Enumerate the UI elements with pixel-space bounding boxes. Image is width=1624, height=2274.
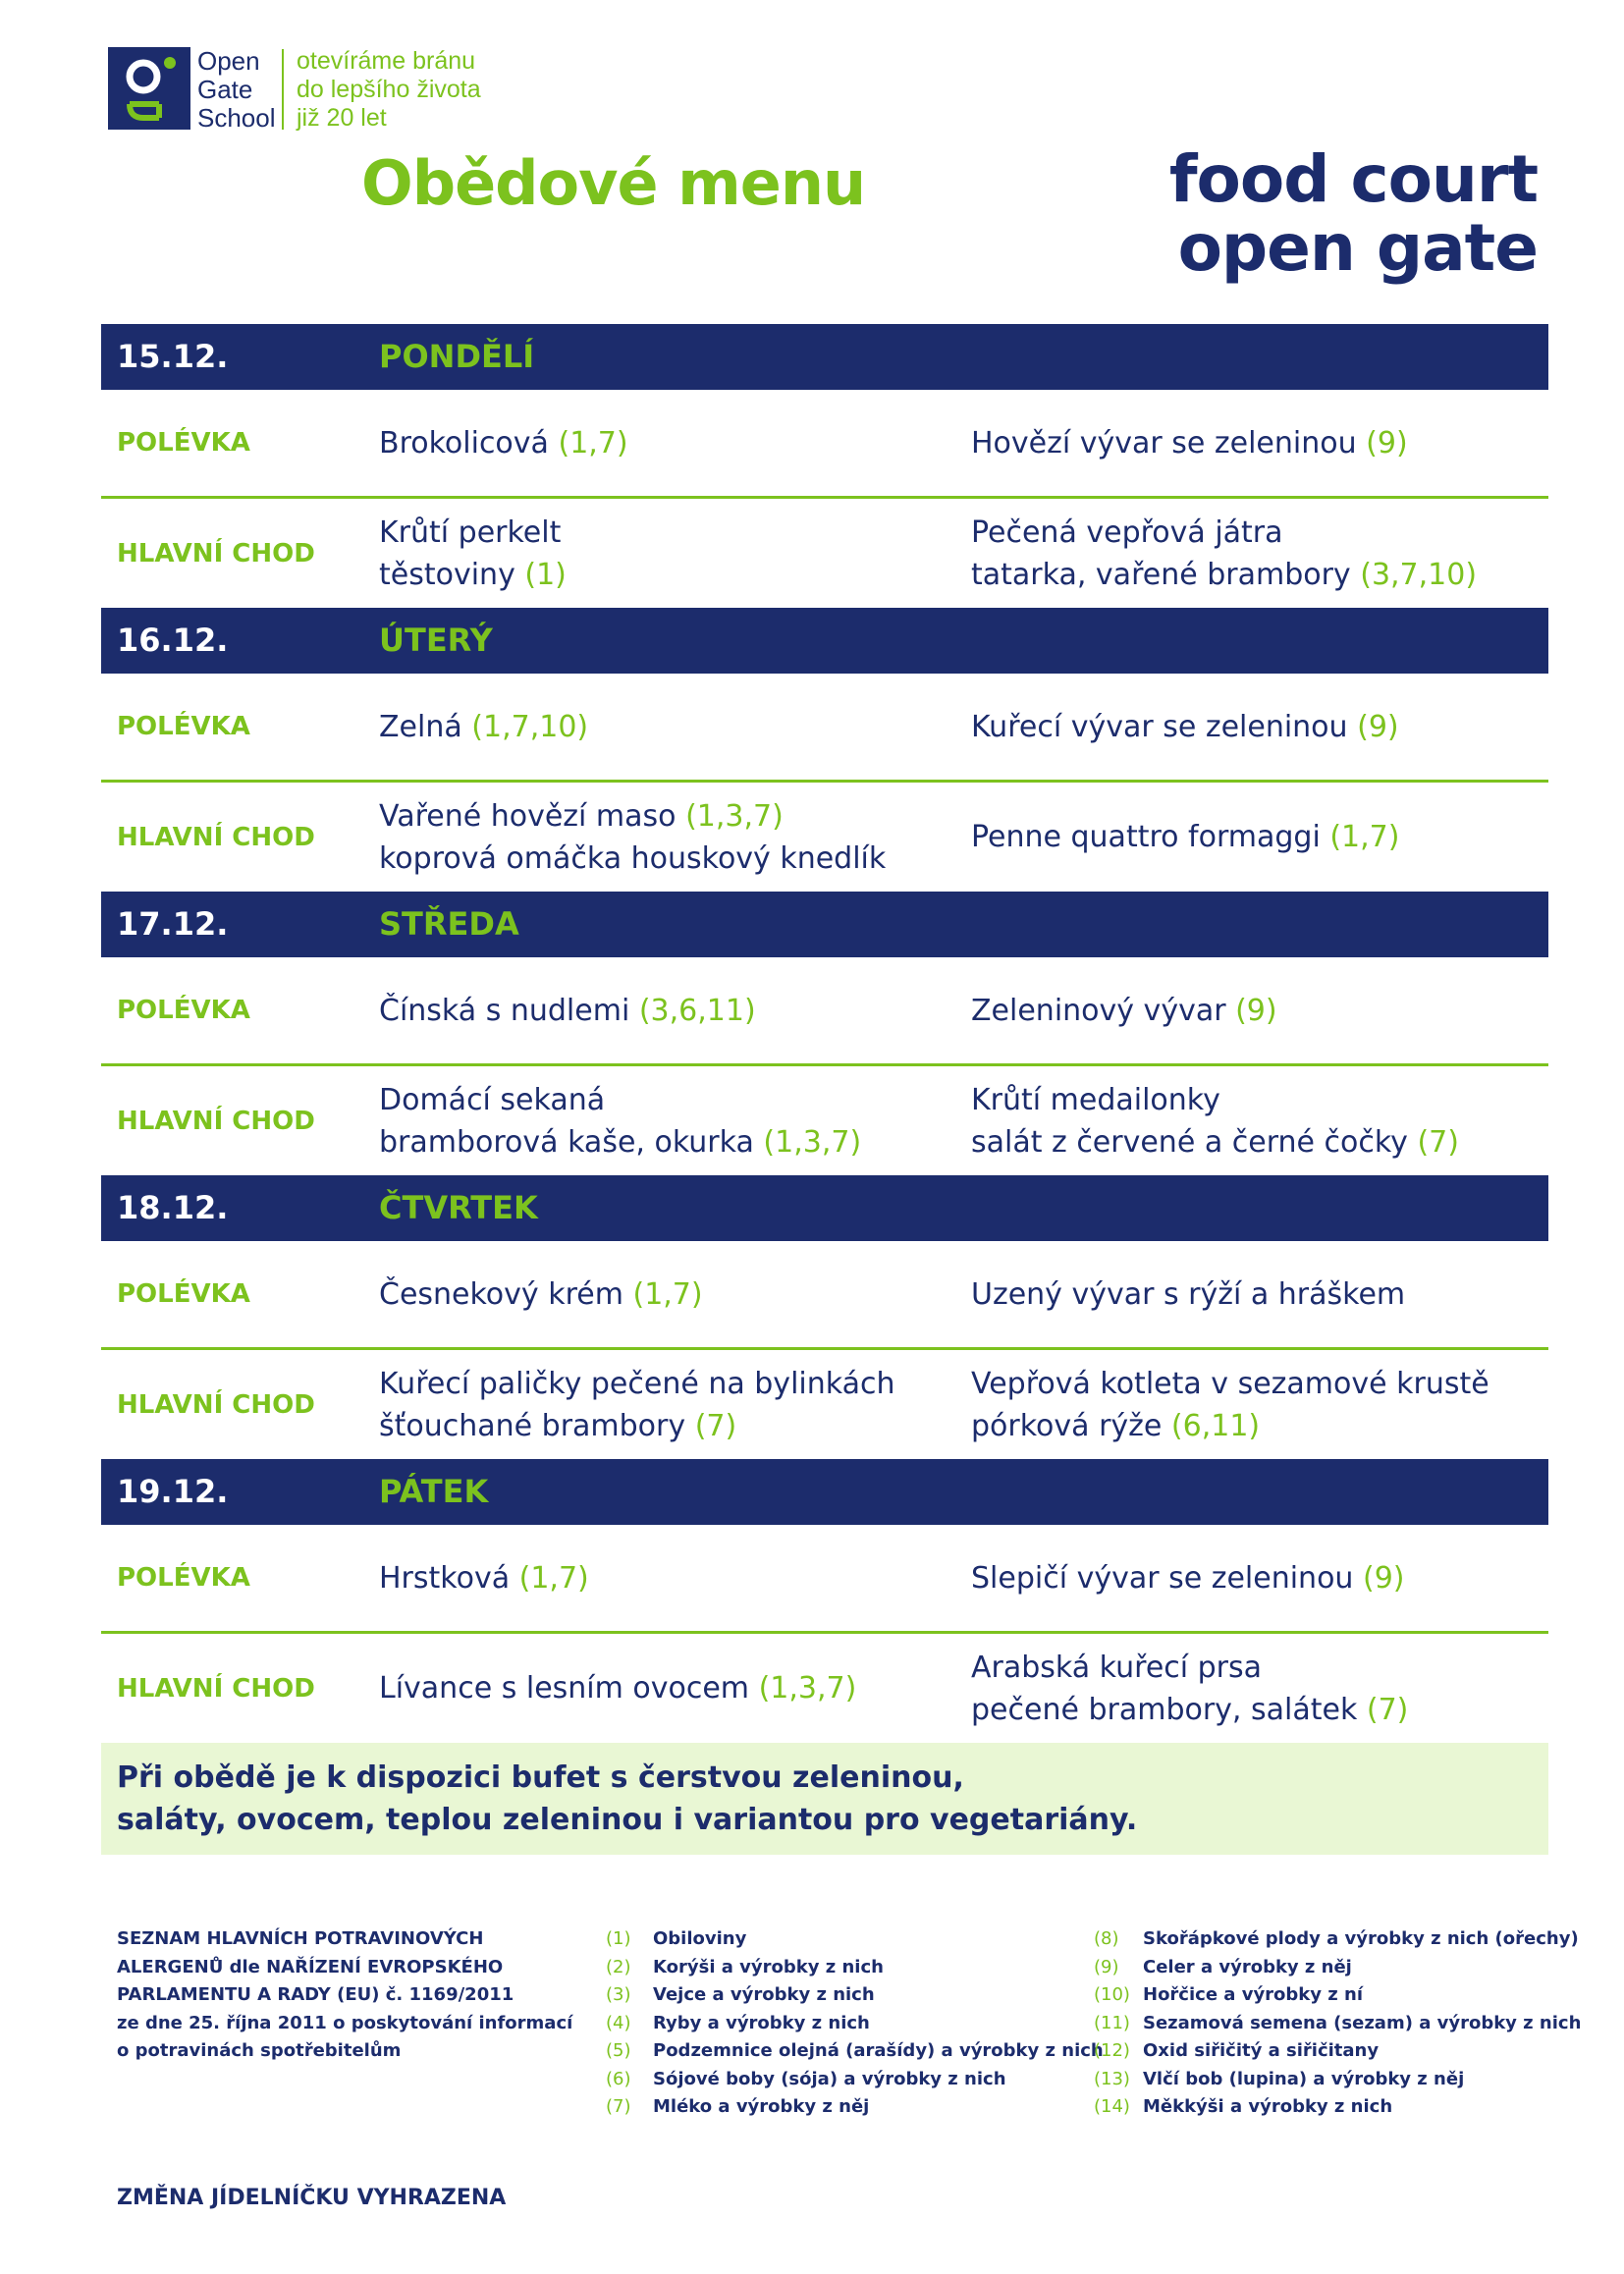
dish-text: salát z červené a černé čočky: [971, 1124, 1408, 1160]
dish-line: [379, 1273, 968, 1316]
logo-name-line: School: [197, 103, 276, 133]
dish-line: [971, 1273, 1548, 1316]
allergen-item: [1094, 1954, 1581, 1982]
dish-line: [971, 1689, 1548, 1731]
main-course-row: [101, 1350, 1548, 1459]
allergen-codes: (7): [1417, 1124, 1459, 1160]
allergen-name: Měkkýši a výrobky z nich: [1143, 2096, 1393, 2117]
allergen-name: Sójové boby (sója) a výrobky z nich: [653, 2068, 1006, 2089]
soup-label: POLÉVKA: [117, 996, 250, 1025]
page-title: Obědové menu: [361, 147, 866, 219]
dish-text: koprová omáčka houskový knedlík: [379, 840, 887, 876]
dish: [971, 957, 1548, 1063]
dish-line: [971, 816, 1548, 858]
allergen-title-line: PARLAMENTU A RADY (EU) č. 1169/2011: [117, 1984, 514, 2005]
soup-label: POLÉVKA: [117, 1563, 250, 1593]
dish-line: [379, 1363, 968, 1405]
dish: [379, 390, 968, 496]
dish-line: [971, 1079, 1548, 1121]
allergen-name: Obiloviny: [653, 1928, 747, 1949]
dish-text: Hovězí vývar se zeleninou: [971, 425, 1357, 460]
day-header: [101, 892, 1548, 957]
allergen-codes: (1,7,10): [471, 709, 589, 744]
dish-text: Krůtí perkelt: [379, 514, 562, 550]
logo-name-line: Gate: [197, 75, 253, 104]
allergen-codes: (9): [1357, 709, 1399, 744]
allergen-number: (12): [1094, 2040, 1130, 2061]
soup-row: [101, 1525, 1548, 1634]
dish-line: [379, 554, 968, 596]
logo-tagline: [297, 47, 481, 133]
dish: [971, 1525, 1548, 1631]
day-date: 18.12.: [117, 1189, 229, 1226]
soup-label: POLÉVKA: [117, 1279, 250, 1309]
dish-text: Kuřecí paličky pečené na bylinkách: [379, 1366, 895, 1401]
allergen-title-line: SEZNAM HLAVNÍCH POTRAVINOVÝCH: [117, 1928, 484, 1949]
dish: [971, 1066, 1548, 1175]
dish-text: Domácí sekaná: [379, 1082, 606, 1117]
allergen-name: Oxid siřičitý a siřičitany: [1143, 2040, 1380, 2061]
allergen-number: (5): [606, 2040, 631, 2061]
dish-text: tatarka, vařené brambory: [971, 557, 1351, 592]
day-header: [101, 324, 1548, 390]
allergen-item: [1094, 2093, 1581, 2122]
soup-label: POLÉVKA: [117, 428, 250, 458]
allergen-number: (14): [1094, 2096, 1130, 2117]
dish-line: [971, 1405, 1548, 1447]
logo-divider: [282, 49, 284, 130]
dish-text: Lívance s lesním ovocem: [379, 1671, 750, 1706]
dish-text: Hrstková: [379, 1560, 511, 1596]
day-header: [101, 1459, 1548, 1525]
allergen-number: (10): [1094, 1984, 1130, 2005]
dish-line: [379, 1557, 968, 1599]
dish-line: [379, 1405, 968, 1447]
dish: [379, 783, 968, 892]
soup-row: [101, 1241, 1548, 1350]
menu-change-notice: ZMĚNA JÍDELNÍČKU VYHRAZENA: [117, 2186, 507, 2210]
brand-line: food court: [1168, 141, 1538, 217]
allergen-number: (9): [1094, 1956, 1119, 1977]
logo-name: [197, 47, 276, 133]
allergen-item: [606, 1981, 1104, 2010]
logo-tagline-line: již 20 let: [297, 104, 387, 132]
main-course-label: HLAVNÍ CHOD: [117, 1673, 315, 1704]
allergen-number: (11): [1094, 2012, 1130, 2033]
allergen-item: [606, 2037, 1104, 2066]
allergen-name: Mléko a výrobky z něj: [653, 2096, 870, 2117]
dish: [379, 674, 968, 780]
main-course-row: [101, 499, 1548, 608]
allergen-name: Vejce a výrobky z nich: [653, 1984, 875, 2005]
buffet-note: [101, 1743, 1548, 1855]
dish-text: Vepřová kotleta v sezamové krustě: [971, 1366, 1489, 1401]
day-name: STŘEDA: [379, 905, 519, 943]
allergen-name: Ryby a výrobky z nich: [653, 2012, 870, 2033]
day-name: PONDĚLÍ: [379, 338, 535, 375]
brand-name: [1168, 141, 1538, 286]
day-date: 17.12.: [117, 905, 229, 943]
allergen-name: Vlčí bob (lupina) a výrobky z něj: [1143, 2068, 1465, 2089]
main-course-row: [101, 1634, 1548, 1743]
allergen-codes: (1): [524, 557, 567, 592]
dish: [971, 1350, 1548, 1459]
dish-line: [379, 422, 968, 464]
dish-line: [379, 795, 968, 838]
dish: [379, 1634, 968, 1743]
allergen-codes: (7): [1366, 1692, 1409, 1727]
allergen-codes: (7): [694, 1408, 737, 1443]
allergen-name: Skořápkové plody a výrobky z nich (ořechy): [1143, 1928, 1579, 1949]
dish-line: [971, 1557, 1548, 1599]
day-name: PÁTEK: [379, 1473, 489, 1510]
main-course-label: HLAVNÍ CHOD: [117, 538, 315, 568]
day-header: [101, 608, 1548, 674]
allergen-codes: (1,3,7): [685, 798, 784, 834]
allergen-column-1: [606, 1925, 1104, 2122]
allergen-item: [1094, 2066, 1581, 2094]
dish-line: [971, 422, 1548, 464]
dish-text: Krůtí medailonky: [971, 1082, 1220, 1117]
dish-line: [971, 990, 1548, 1032]
dish-text: šťouchané brambory: [379, 1408, 686, 1443]
main-course-label: HLAVNÍ CHOD: [117, 822, 315, 852]
allergen-item: [606, 1925, 1104, 1954]
day-name: ČTVRTEK: [379, 1189, 538, 1226]
soup-row: [101, 957, 1548, 1066]
dish: [379, 499, 968, 608]
allergen-codes: (9): [1366, 425, 1408, 460]
allergen-codes: (3,7,10): [1360, 557, 1478, 592]
main-course-label: HLAVNÍ CHOD: [117, 1389, 315, 1420]
allergen-title-line: ze dne 25. října 2011 o poskytování informací: [117, 2012, 573, 2033]
dish-line: [379, 838, 968, 880]
soup-label: POLÉVKA: [117, 712, 250, 741]
allergen-number: (4): [606, 2012, 631, 2033]
allergen-name: Celer a výrobky z něj: [1143, 1956, 1352, 1977]
day-name: ÚTERÝ: [379, 622, 493, 659]
allergen-number: (7): [606, 2096, 631, 2117]
allergen-codes: (9): [1363, 1560, 1405, 1596]
buffet-note-line: saláty, ovocem, teplou zeleninou i variantou pro vegetariány.: [117, 1803, 1138, 1837]
day-date: 19.12.: [117, 1473, 229, 1510]
allergen-item: [1094, 1925, 1581, 1954]
dish: [971, 499, 1548, 608]
allergen-codes: (1,7): [1329, 820, 1400, 854]
dish-line: [379, 1079, 968, 1121]
dish-text: pečené brambory, salátek: [971, 1692, 1358, 1727]
dish-text: Česnekový krém: [379, 1276, 623, 1312]
allergen-item: [1094, 2037, 1581, 2066]
logo-tagline-line: otevíráme bránu: [297, 47, 476, 75]
allergen-codes: (3,6,11): [638, 993, 756, 1028]
dish-line: [971, 512, 1548, 554]
main-course-row: [101, 783, 1548, 892]
day-header: [101, 1175, 1548, 1241]
allergen-item: [606, 2066, 1104, 2094]
dish-text: Arabská kuřecí prsa: [971, 1650, 1263, 1685]
allergen-codes: (1,7): [518, 1560, 589, 1596]
dish: [971, 390, 1548, 496]
allergen-number: (13): [1094, 2068, 1130, 2089]
allergen-codes: (1,7): [632, 1276, 703, 1312]
dish-line: [379, 1667, 968, 1709]
allergen-name: Hořčice a výrobky z ní: [1143, 1984, 1363, 2005]
allergen-name: Podzemnice olejná (arašídy) a výrobky z nich: [653, 2040, 1104, 2061]
dish-line: [379, 990, 968, 1032]
dish-text: Zelná: [379, 709, 462, 744]
allergen-item: [606, 1954, 1104, 1982]
dish: [971, 783, 1548, 892]
allergen-item: [606, 2093, 1104, 2122]
allergen-item: [1094, 1981, 1581, 2010]
dish: [379, 957, 968, 1063]
day-date: 15.12.: [117, 338, 229, 375]
dish-line: [379, 706, 968, 748]
soup-row: [101, 674, 1548, 783]
brand-line: open gate: [1177, 210, 1538, 286]
allergen-name: Korýši a výrobky z nich: [653, 1956, 884, 1977]
logo-name-line: Open: [197, 46, 260, 76]
allergen-number: (3): [606, 1984, 631, 2005]
buffet-note-line: Při obědě je k dispozici bufet s čerstvou zeleninou,: [117, 1760, 964, 1795]
main-course-row: [101, 1066, 1548, 1175]
allergen-list-title: [117, 1925, 572, 2066]
logo-tagline-line: do lepšího života: [297, 76, 481, 103]
menu-table: [101, 324, 1548, 1855]
allergen-name: Sezamová semena (sezam) a výrobky z nich: [1143, 2012, 1582, 2033]
dish-text: Kuřecí vývar se zeleninou: [971, 709, 1348, 744]
dish-line: [971, 1363, 1548, 1405]
dish: [379, 1066, 968, 1175]
dish-text: Pečená vepřová játra: [971, 514, 1283, 550]
allergen-codes: (1,3,7): [758, 1671, 857, 1706]
allergen-codes: (6,11): [1170, 1408, 1261, 1443]
dish-text: Zeleninový vývar: [971, 993, 1226, 1028]
dish: [379, 1350, 968, 1459]
allergen-number: (2): [606, 1956, 631, 1977]
dish-text: bramborová kaše, okurka: [379, 1124, 754, 1160]
dish: [971, 674, 1548, 780]
allergen-number: (1): [606, 1928, 631, 1949]
dish-text: těstoviny: [379, 557, 515, 592]
dish-text: Penne quattro formaggi: [971, 820, 1321, 854]
dish: [971, 1241, 1548, 1347]
dish: [379, 1525, 968, 1631]
dish-line: [971, 1121, 1548, 1164]
dish-text: Brokolicová: [379, 425, 549, 460]
soup-row: [101, 390, 1548, 499]
logo-mark: [108, 47, 190, 130]
dish: [379, 1241, 968, 1347]
allergen-number: (6): [606, 2068, 631, 2089]
day-date: 16.12.: [117, 622, 229, 659]
allergen-title-line: o potravinách spotřebitelům: [117, 2040, 402, 2061]
allergen-codes: (9): [1235, 993, 1277, 1028]
dish-line: [971, 554, 1548, 596]
dish: [971, 1634, 1548, 1743]
allergen-item: [1094, 2010, 1581, 2038]
allergen-number: (8): [1094, 1928, 1119, 1949]
dish-text: pórková rýže: [971, 1408, 1163, 1443]
dish-text: Vařené hovězí maso: [379, 798, 677, 834]
dish-line: [971, 706, 1548, 748]
main-course-label: HLAVNÍ CHOD: [117, 1106, 315, 1136]
dish-text: Uzený vývar s rýží a hráškem: [971, 1276, 1406, 1312]
allergen-item: [606, 2010, 1104, 2038]
dish-line: [971, 1647, 1548, 1689]
allergen-codes: (1,3,7): [763, 1124, 862, 1160]
logo-20-icon: [108, 47, 190, 130]
dish-text: Slepičí vývar se zeleninou: [971, 1560, 1354, 1596]
dish-text: Čínská s nudlemi: [379, 993, 630, 1028]
dish-line: [379, 512, 968, 554]
allergen-title-line: ALERGENŮ dle NAŘÍZENÍ EVROPSKÉHO: [117, 1956, 504, 1977]
allergen-column-2: [1094, 1925, 1581, 2122]
dish-line: [379, 1121, 968, 1164]
allergen-codes: (1,7): [558, 425, 628, 460]
